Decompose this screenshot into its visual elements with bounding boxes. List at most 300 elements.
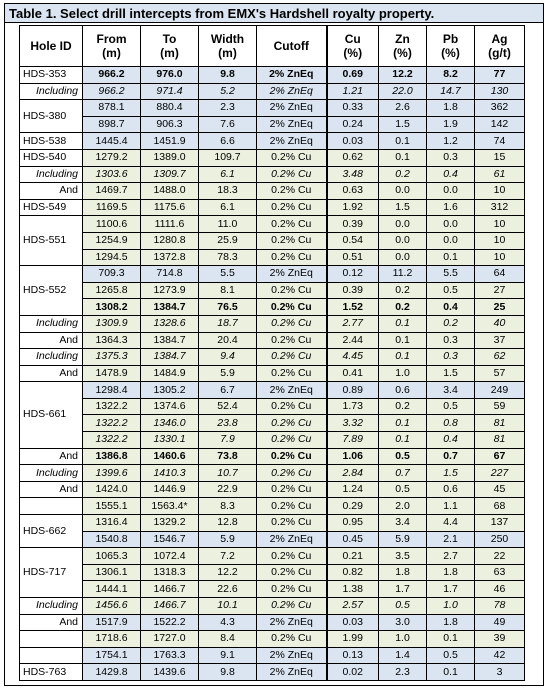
zn-cell: 0.1 [379,133,427,150]
cu-cell: 1.52 [327,299,379,316]
from-cell: 1754.1 [83,647,141,664]
interval-label-cell: Including [20,465,83,482]
table-row [20,216,525,233]
zn-cell: 3.4 [379,515,427,532]
from-cell: 1540.8 [83,531,141,548]
to-cell: 1072.4 [141,548,199,565]
from-cell: 1456.6 [83,598,141,615]
to-cell: 1309.7 [141,166,199,183]
interval-label-cell: And [20,448,83,465]
cu-cell: 0.24 [327,116,379,133]
zn-cell: 1.0 [379,631,427,648]
header-hole-id: Hole ID [20,26,83,67]
cu-cell: 3.32 [327,415,379,432]
from-cell: 1294.5 [83,249,141,266]
to-cell: 1384.7 [141,332,199,349]
zn-cell: 0.5 [379,598,427,615]
hole-id-cell: HDS-661 [20,382,83,448]
from-cell: 1308.2 [83,299,141,316]
from-cell: 1303.6 [83,166,141,183]
from-cell: 1429.8 [83,664,141,681]
from-cell: 1555.1 [83,498,141,515]
table-row [20,481,525,498]
from-cell: 1322.2 [83,398,141,415]
ag-cell: 57 [475,365,525,382]
from-cell: 1322.2 [83,432,141,449]
pb-cell: 1.1 [427,498,475,515]
pb-cell: 1.5 [427,465,475,482]
to-cell: 1175.6 [141,199,199,216]
ag-cell: 40 [475,315,525,332]
cutoff-cell: 2% ZnEq [257,100,327,117]
width-cell: 52.4 [199,398,257,415]
pb-cell: 1.2 [427,133,475,150]
pb-cell: 0.6 [427,481,475,498]
to-cell: 976.0 [141,67,199,84]
from-cell: 1399.6 [83,465,141,482]
width-cell: 8.3 [199,498,257,515]
width-cell: 18.7 [199,315,257,332]
ag-cell: 67 [475,448,525,465]
table-row [20,365,525,382]
from-cell: 1279.2 [83,149,141,166]
table-row [20,415,525,432]
ag-cell: 61 [475,166,525,183]
cutoff-cell: 2% ZnEq [257,83,327,100]
ag-cell: 39 [475,631,525,648]
cu-cell: 2.77 [327,315,379,332]
ag-cell: 250 [475,531,525,548]
width-cell: 18.3 [199,183,257,200]
width-cell: 10.1 [199,598,257,615]
header-from-unit: (m) [102,46,121,60]
pb-cell: 0.1 [427,249,475,266]
to-cell: 714.8 [141,266,199,283]
pb-cell: 2.1 [427,531,475,548]
from-cell: 1065.3 [83,548,141,565]
width-cell: 20.4 [199,332,257,349]
cu-cell: 0.95 [327,515,379,532]
from-cell: 1424.0 [83,481,141,498]
cutoff-cell: 0.2% Cu [257,415,327,432]
to-cell: 1280.8 [141,232,199,249]
cu-cell: 2.84 [327,465,379,482]
to-cell: 1372.8 [141,249,199,266]
cu-cell: 1.21 [327,83,379,100]
zn-cell: 1.5 [379,199,427,216]
cu-cell: 0.54 [327,232,379,249]
zn-cell: 0.2 [379,282,427,299]
cutoff-cell: 2% ZnEq [257,67,327,84]
ag-cell: 37 [475,332,525,349]
width-cell: 76.5 [199,299,257,316]
cutoff-cell: 2% ZnEq [257,531,327,548]
to-cell: 1374.6 [141,398,199,415]
header-zn-unit: (%) [393,46,412,60]
header-from-label: From [96,32,127,46]
pb-cell: 3.4 [427,382,475,399]
cu-cell: 0.45 [327,531,379,548]
table-row [20,498,525,515]
pb-cell: 1.8 [427,564,475,581]
cu-cell: 3.48 [327,166,379,183]
header-zn [379,26,427,67]
cu-cell: 0.29 [327,498,379,515]
table-row [20,166,525,183]
table-row [20,448,525,465]
zn-cell: 0.0 [379,183,427,200]
header-ag-unit: (g/t) [488,46,511,60]
pb-cell: 0.3 [427,332,475,349]
pb-cell: 0.0 [427,232,475,249]
ag-cell: 249 [475,382,525,399]
cutoff-cell: 0.2% Cu [257,315,327,332]
cutoff-cell: 0.2% Cu [257,481,327,498]
width-cell: 5.9 [199,365,257,382]
hole-id-cell: HDS-540 [20,149,83,166]
width-cell: 6.1 [199,166,257,183]
ag-cell: 78 [475,598,525,615]
cu-cell: 7.89 [327,432,379,449]
interval-label-cell: And [20,332,83,349]
width-cell: 9.8 [199,664,257,681]
from-cell: 1469.7 [83,183,141,200]
cutoff-cell: 2% ZnEq [257,647,327,664]
zn-cell: 0.0 [379,249,427,266]
from-cell: 1375.3 [83,349,141,366]
table-row [20,232,525,249]
pb-cell: 1.9 [427,116,475,133]
zn-cell: 11.2 [379,266,427,283]
from-cell: 1364.3 [83,332,141,349]
table-row [20,531,525,548]
cu-cell: 0.51 [327,249,379,266]
table-row [20,548,525,565]
zn-cell: 12.2 [379,67,427,84]
ag-cell: 64 [475,266,525,283]
cutoff-cell: 0.2% Cu [257,515,327,532]
cutoff-cell: 0.2% Cu [257,282,327,299]
ag-cell: 227 [475,465,525,482]
zn-cell: 0.1 [379,349,427,366]
interval-label-cell: And [20,365,83,382]
to-cell: 1488.0 [141,183,199,200]
pb-cell: 2.7 [427,548,475,565]
width-cell: 7.9 [199,432,257,449]
table-row [20,515,525,532]
cutoff-cell: 0.2% Cu [257,448,327,465]
width-cell: 6.7 [199,382,257,399]
cu-cell: 1.38 [327,581,379,598]
cutoff-cell: 2% ZnEq [257,664,327,681]
ag-cell: 10 [475,249,525,266]
cu-cell: 0.63 [327,183,379,200]
width-cell: 6.1 [199,199,257,216]
table-row [20,199,525,216]
pb-cell: 1.8 [427,614,475,631]
header-to-label: To [162,32,177,46]
width-cell: 5.9 [199,531,257,548]
cutoff-cell: 0.2% Cu [257,465,327,482]
header-ag [475,26,525,67]
cutoff-cell: 0.2% Cu [257,548,327,565]
pb-cell: 1.6 [427,199,475,216]
zn-cell: 1.5 [379,116,427,133]
ag-cell: 45 [475,481,525,498]
cu-cell: 1.73 [327,398,379,415]
cu-cell: 0.03 [327,133,379,150]
ag-cell: 81 [475,432,525,449]
header-from [83,26,141,67]
to-cell: 1484.9 [141,365,199,382]
ag-cell: 46 [475,581,525,598]
pb-cell: 1.0 [427,598,475,615]
header-width-label: Width [210,32,245,46]
pb-cell: 1.7 [427,581,475,598]
cutoff-cell: 2% ZnEq [257,116,327,133]
ag-cell: 15 [475,149,525,166]
to-cell: 1318.3 [141,564,199,581]
ag-cell: 25 [475,299,525,316]
header-pb [427,26,475,67]
cutoff-cell: 0.2% Cu [257,598,327,615]
width-cell: 78.3 [199,249,257,266]
pb-cell: 4.4 [427,515,475,532]
from-cell: 1254.9 [83,232,141,249]
to-cell: 906.3 [141,116,199,133]
to-cell: 1273.9 [141,282,199,299]
zn-cell: 0.0 [379,216,427,233]
cu-cell: 0.39 [327,282,379,299]
cu-cell: 1.06 [327,448,379,465]
to-cell: 1410.3 [141,465,199,482]
ag-cell: 77 [475,67,525,84]
ag-cell: 63 [475,564,525,581]
zn-cell: 0.6 [379,382,427,399]
cu-cell: 1.92 [327,199,379,216]
pb-cell: 0.5 [427,282,475,299]
cutoff-cell: 0.2% Cu [257,365,327,382]
ag-cell: 10 [475,216,525,233]
ag-cell: 81 [475,415,525,432]
hole-id-cell: HDS-551 [20,216,83,266]
to-cell: 1466.7 [141,598,199,615]
pb-cell: 0.4 [427,166,475,183]
cu-cell: 0.21 [327,548,379,565]
width-cell: 4.3 [199,614,257,631]
header-cu [327,26,379,67]
table-row [20,299,525,316]
cu-cell: 0.39 [327,216,379,233]
table-row [20,116,525,133]
ag-cell: 10 [475,232,525,249]
zn-cell: 0.1 [379,332,427,349]
table-row [20,598,525,615]
table-row [20,149,525,166]
hole-id-cell: HDS-763 [20,664,83,681]
zn-cell: 2.6 [379,100,427,117]
interval-label-cell: Including [20,315,83,332]
table-row [20,183,525,200]
width-cell: 9.8 [199,67,257,84]
interval-label-cell: And [20,614,83,631]
header-cu-label: Cu [344,32,361,46]
header-pb-label: Pb [442,32,459,46]
from-cell: 1386.8 [83,448,141,465]
pb-cell: 0.0 [427,216,475,233]
table-row [20,465,525,482]
width-cell: 22.9 [199,481,257,498]
header-to-unit: (m) [160,46,179,60]
table-row [20,266,525,283]
to-cell: 1563.4* [141,498,199,515]
ag-cell: 49 [475,614,525,631]
from-cell: 1316.4 [83,515,141,532]
pb-cell: 0.4 [427,432,475,449]
header-ag-label: Ag [491,32,508,46]
from-cell: 1718.6 [83,631,141,648]
cutoff-cell: 0.2% Cu [257,498,327,515]
to-cell: 1111.6 [141,216,199,233]
ag-cell: 10 [475,183,525,200]
zn-cell: 0.2 [379,166,427,183]
cu-cell: 0.89 [327,382,379,399]
pb-cell: 0.2 [427,315,475,332]
interval-label-cell: Including [20,83,83,100]
interval-label-cell [20,647,83,664]
interval-label-cell: And [20,183,83,200]
cutoff-cell: 2% ZnEq [257,133,327,150]
pb-cell: 5.5 [427,266,475,283]
cu-cell: 0.12 [327,266,379,283]
from-cell: 878.1 [83,100,141,117]
cu-cell: 4.45 [327,349,379,366]
table-row [20,67,525,84]
cutoff-cell: 0.2% Cu [257,183,327,200]
to-cell: 880.4 [141,100,199,117]
cu-cell: 0.13 [327,647,379,664]
zn-cell: 1.4 [379,647,427,664]
zn-cell: 0.1 [379,149,427,166]
header-cu-unit: (%) [343,46,363,60]
width-cell: 12.8 [199,515,257,532]
zn-cell: 5.9 [379,531,427,548]
from-cell: 709.3 [83,266,141,283]
from-cell: 1444.1 [83,581,141,598]
pb-cell: 14.7 [427,83,475,100]
table-row [20,83,525,100]
zn-cell: 2.0 [379,498,427,515]
width-cell: 9.4 [199,349,257,366]
pb-cell: 0.1 [427,631,475,648]
to-cell: 1389.0 [141,149,199,166]
to-cell: 1522.2 [141,614,199,631]
cu-cell: 0.03 [327,614,379,631]
cu-cell: 1.99 [327,631,379,648]
table-row [20,581,525,598]
interval-label-cell [20,631,83,648]
width-cell: 5.2 [199,83,257,100]
cu-cell: 0.02 [327,664,379,681]
cutoff-cell: 0.2% Cu [257,432,327,449]
hole-id-cell: HDS-549 [20,199,83,216]
ag-cell: 68 [475,498,525,515]
cu-cell: 0.62 [327,149,379,166]
ag-cell: 74 [475,133,525,150]
width-cell: 5.5 [199,266,257,283]
to-cell: 1330.1 [141,432,199,449]
from-cell: 1322.2 [83,415,141,432]
table-row [20,564,525,581]
width-cell: 109.7 [199,149,257,166]
table-title: Table 1. Select drill intercepts from EMX's Hardshell royalty property. [4,3,544,23]
table-body [20,67,525,681]
zn-cell: 0.1 [379,415,427,432]
interval-label-cell: And [20,481,83,498]
zn-cell: 2.3 [379,664,427,681]
zn-cell: 1.0 [379,365,427,382]
hole-id-cell: HDS-552 [20,266,83,316]
pb-cell: 1.8 [427,100,475,117]
table-row [20,398,525,415]
pb-cell: 1.5 [427,365,475,382]
width-cell: 25.9 [199,232,257,249]
cutoff-cell: 0.2% Cu [257,166,327,183]
header-pb-unit: (%) [441,46,460,60]
width-cell: 73.8 [199,448,257,465]
cutoff-cell: 0.2% Cu [257,149,327,166]
cu-cell: 0.41 [327,365,379,382]
table-row [20,332,525,349]
width-cell: 8.4 [199,631,257,648]
interval-label-cell [20,498,83,515]
hole-id-cell: HDS-717 [20,548,83,598]
interval-label-cell: Including [20,598,83,615]
header-cutoff: Cutoff [257,26,327,67]
to-cell: 1384.7 [141,299,199,316]
from-cell: 1298.4 [83,382,141,399]
pb-cell: 0.0 [427,183,475,200]
width-cell: 7.6 [199,116,257,133]
from-cell: 1517.9 [83,614,141,631]
table-row [20,315,525,332]
zn-cell: 0.7 [379,465,427,482]
pb-cell: 0.1 [427,664,475,681]
cutoff-cell: 2% ZnEq [257,614,327,631]
table-row [20,664,525,681]
from-cell: 1169.5 [83,199,141,216]
ag-cell: 27 [475,282,525,299]
to-cell: 1439.6 [141,664,199,681]
cutoff-cell: 0.2% Cu [257,398,327,415]
ag-cell: 22 [475,548,525,565]
pb-cell: 0.4 [427,299,475,316]
ag-cell: 59 [475,398,525,415]
to-cell: 1305.2 [141,382,199,399]
zn-cell: 0.2 [379,398,427,415]
cutoff-cell: 0.2% Cu [257,332,327,349]
table-row [20,614,525,631]
header-width-unit: (m) [218,46,237,60]
to-cell: 971.4 [141,83,199,100]
pb-cell: 0.8 [427,415,475,432]
ag-cell: 42 [475,647,525,664]
from-cell: 1445.4 [83,133,141,150]
pb-cell: 0.5 [427,647,475,664]
width-cell: 10.7 [199,465,257,482]
cutoff-cell: 2% ZnEq [257,266,327,283]
cutoff-cell: 0.2% Cu [257,581,327,598]
